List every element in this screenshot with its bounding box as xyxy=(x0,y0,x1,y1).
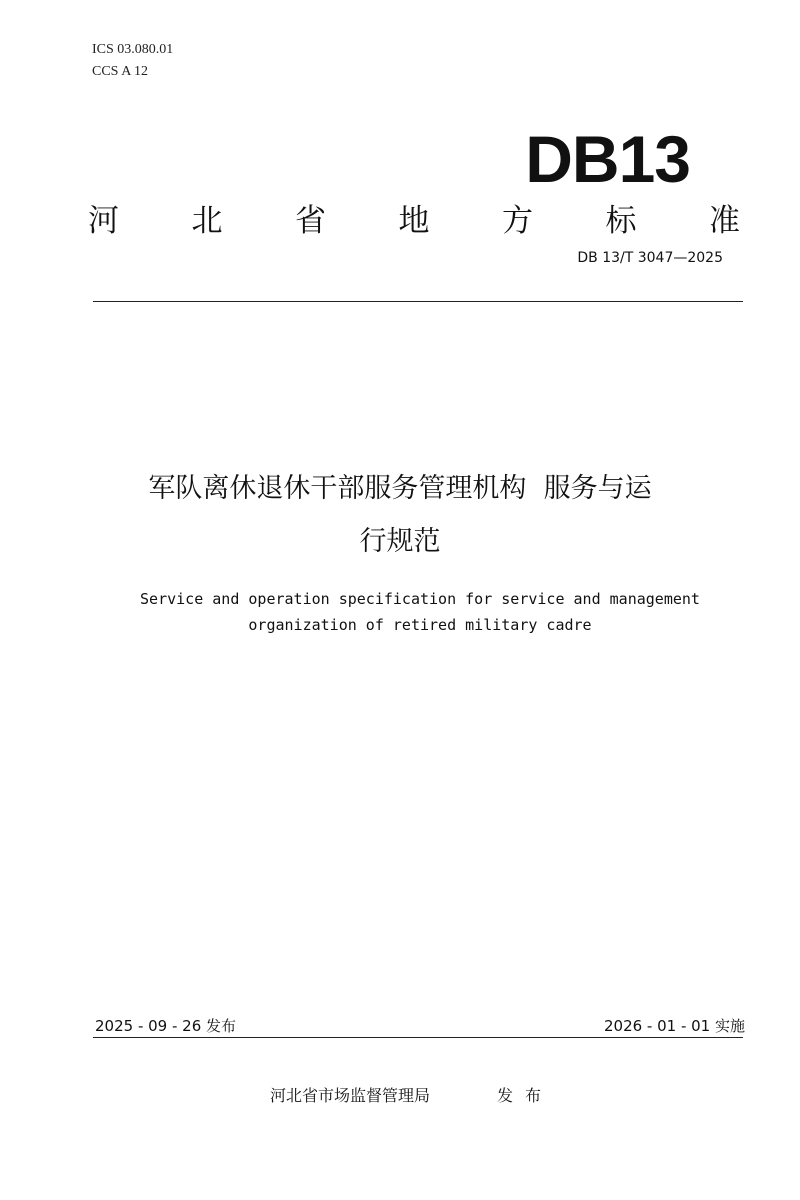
bottom-divider xyxy=(93,1037,743,1038)
chinese-title-line2: 行规范 xyxy=(359,526,441,557)
standard-type xyxy=(88,195,740,240)
standard-type-char: 北 xyxy=(191,203,223,239)
ics-code: ICS 03.080.01 xyxy=(92,42,174,57)
top-divider xyxy=(93,301,743,302)
standard-type-char: 河 xyxy=(88,203,119,239)
english-title-line1: Service and operation specification for service and management xyxy=(140,590,700,608)
standard-number: DB 13/T 3047—2025 xyxy=(577,250,723,266)
standard-type-char: 地 xyxy=(398,203,430,239)
db13-logo: DB13 xyxy=(525,122,690,196)
english-title xyxy=(70,586,770,638)
standard-type-char: 省 xyxy=(295,203,326,239)
standard-type-char: 准 xyxy=(709,203,740,239)
standard-type-char: 方 xyxy=(502,203,533,239)
publish-date: 2025 - 09 - 26 发布 xyxy=(95,1017,237,1035)
standard-type-char: 标 xyxy=(605,203,637,239)
chinese-title xyxy=(70,462,730,568)
english-title-line2: organization of retired military cadre xyxy=(248,616,592,634)
issuer-action: 发布 xyxy=(497,1086,554,1105)
implement-date: 2026 - 01 - 01 实施 xyxy=(603,1017,745,1035)
ccs-code: CCS A 12 xyxy=(92,64,149,79)
issuer-name: 河北省市场监督管理局 xyxy=(270,1086,431,1105)
chinese-title-line1: 军队离休退休干部服务管理机构 服务与运 xyxy=(148,473,652,504)
